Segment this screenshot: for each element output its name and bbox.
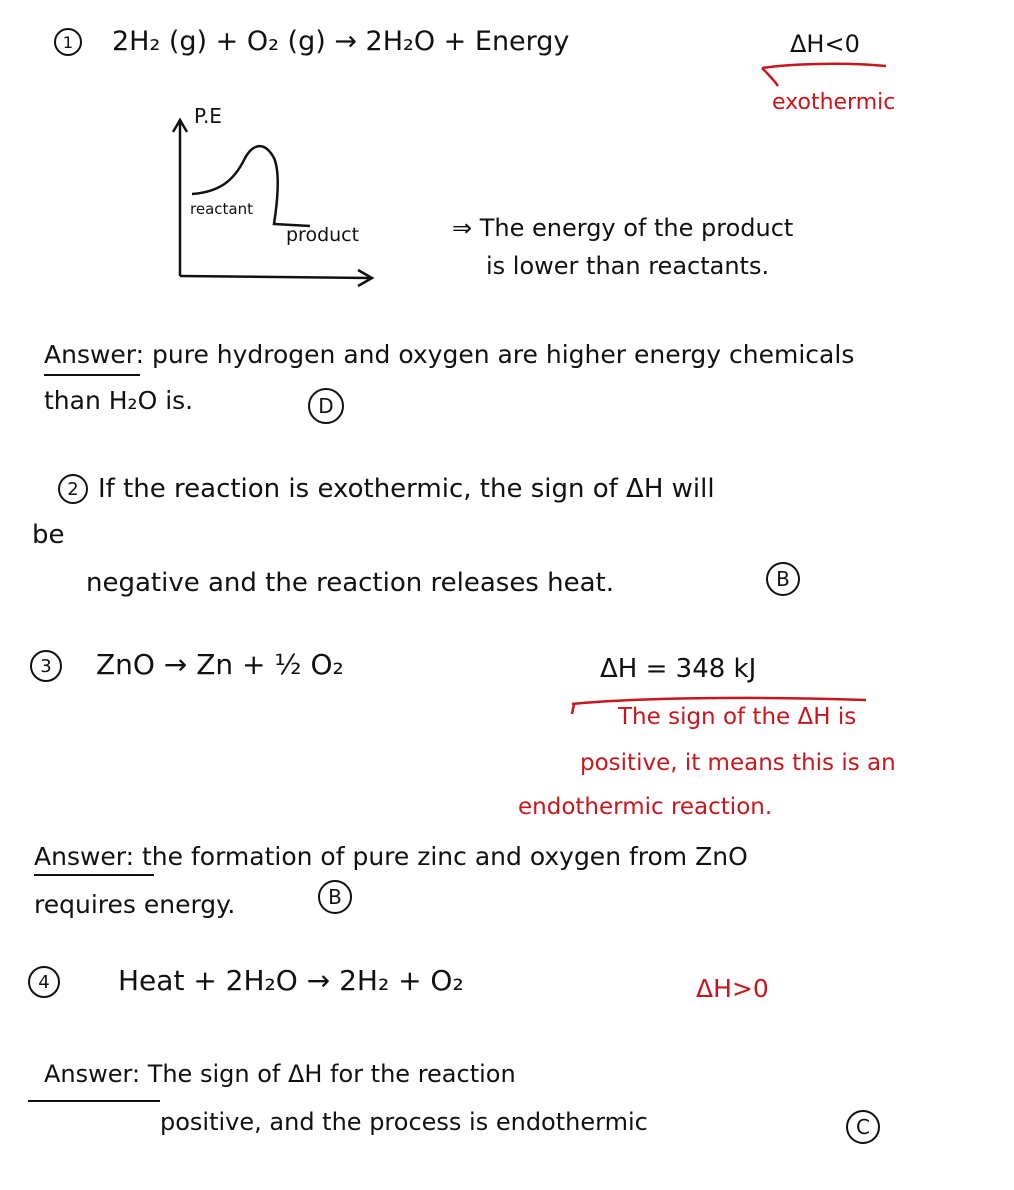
q4-delta-h: ΔH>0 xyxy=(696,974,769,1003)
q1-choice: D xyxy=(318,394,334,418)
q3-equation: ZnO → Zn + ½ O₂ xyxy=(96,648,344,681)
q1-graph-reactant-label: reactant xyxy=(190,200,253,218)
q3-number: 3 xyxy=(40,655,52,677)
q1-delta-h-red-underline xyxy=(760,60,890,90)
q3-answer-underline xyxy=(34,874,154,876)
q4-choice-circle xyxy=(846,1110,880,1144)
q2-number-circle xyxy=(58,474,88,504)
q3-note-line2: positive, it means this is an xyxy=(580,750,896,776)
q3-note-line3: endothermic reaction. xyxy=(518,794,773,820)
q1-equation: 2H₂ (g) + O₂ (g) → 2H₂O + Energy xyxy=(112,26,570,57)
q1-answer-line1: Answer: pure hydrogen and oxygen are higher energy chemicals xyxy=(44,340,855,369)
q1-delta-h-note: exothermic xyxy=(772,90,896,115)
q1-number: 1 xyxy=(62,32,74,52)
q1-choice-circle xyxy=(308,388,344,424)
q2-choice-circle xyxy=(766,562,800,596)
q4-number: 4 xyxy=(38,971,50,993)
q2-line1: If the reaction is exothermic, the sign of ΔH will xyxy=(98,474,715,504)
q3-answer-line2: requires energy. xyxy=(34,890,236,919)
q2-line2: be xyxy=(32,520,65,550)
q3-delta-h: ΔH = 348 kJ xyxy=(600,654,757,684)
q3-answer-line1: Answer: the formation of pure zinc and oxygen from ZnO xyxy=(34,842,748,871)
q4-answer-line2: positive, and the process is endothermic xyxy=(160,1108,648,1136)
q1-graph-x-axis xyxy=(180,276,370,278)
q1-graph-y-label: P.E xyxy=(194,104,222,128)
q1-delta-h: ΔH<0 xyxy=(790,30,860,58)
q4-equation: Heat + 2H₂O → 2H₂ + O₂ xyxy=(118,964,464,997)
q4-answer-underline xyxy=(28,1100,160,1102)
q3-choice: B xyxy=(328,885,342,909)
q1-answer-line2: than H₂O is. xyxy=(44,386,194,415)
q1-note-line1: ⇒ The energy of the product xyxy=(452,214,794,242)
q4-choice: C xyxy=(856,1115,870,1139)
q2-line3: negative and the reaction releases heat. xyxy=(86,568,614,598)
q1-graph-product-label: product xyxy=(286,224,360,246)
q1-number-circle xyxy=(54,28,82,56)
q2-number: 2 xyxy=(67,478,79,500)
q1-note-line2: is lower than reactants. xyxy=(486,252,770,280)
q4-answer-line1: Answer: The sign of ΔH for the reaction xyxy=(44,1060,516,1088)
q3-number-circle xyxy=(30,650,62,682)
q3-choice-circle xyxy=(318,880,352,914)
q1-answer-underline xyxy=(44,374,140,376)
q2-choice: B xyxy=(776,567,790,591)
q3-note-line1: The sign of the ΔH is xyxy=(618,704,857,730)
q4-number-circle xyxy=(28,966,60,998)
